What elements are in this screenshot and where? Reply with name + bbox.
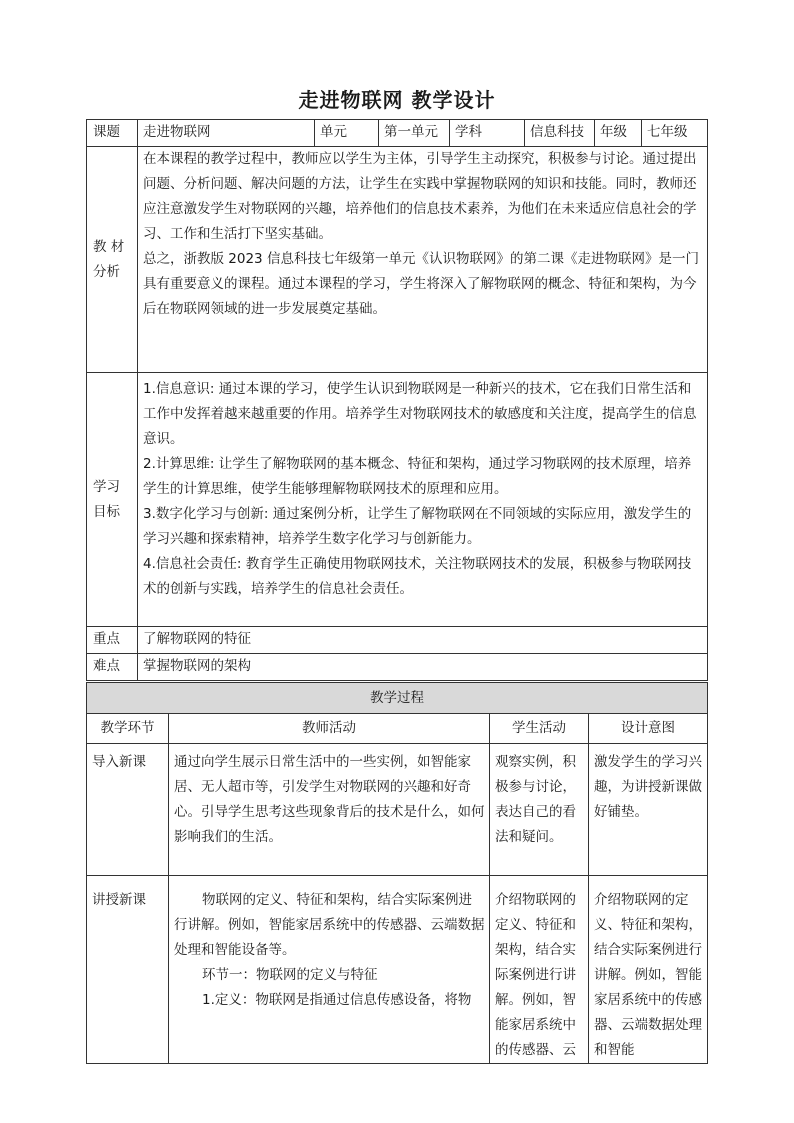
teacher-definition: 1.定义：物联网是指通过信息传感设备，将物 — [202, 992, 472, 1008]
objective-item: 1.信息意识: 通过本课的学习，使学生认识到物联网是一种新兴的技术，它在我们日常生活和工作中发挥着越来越重要的作用。培养学生对物联网技术的敏感度和关注度，提高学生的信息意识。 — [143, 381, 697, 447]
subject-value: 信息科技 — [525, 120, 595, 147]
objective-item: 2.计算思维: 让学生了解物联网的基本概念、特征和架构，通过学习物联网的技术原理，培养学生的计算思维，使学生能够理解物联网技术的原理和应用。 — [143, 456, 692, 497]
objectives-content — [138, 373, 708, 627]
topic-label: 课题 — [87, 120, 138, 147]
design-intent-cell: 激发学生的学习兴趣，为讲授新课做好铺垫。 — [589, 744, 708, 876]
topic-value: 走进物联网 — [138, 120, 315, 147]
column-header: 教学环节 — [87, 714, 169, 744]
grade-label: 年级 — [595, 120, 642, 147]
student-activity-cell: 介绍物联网的定义、特征和架构，结合实际案例进行讲解。例如，智能家居系统中的传感器、云 — [490, 876, 589, 1064]
objective-item: 4.信息社会责任: 教育学生正确使用物联网技术，关注物联网技术的发展，积极参与物联网技术的创新与实践，培养学生的信息社会责任。 — [143, 556, 692, 597]
objective-item: 3.数字化学习与创新: 通过案例分析，让学生了解物联网在不同领域的实际应用，激发学生的学习兴趣和探索精神，培养学生数字化学习与创新能力。 — [143, 506, 692, 547]
unit-value: 第一单元 — [379, 120, 450, 147]
teacher-section-heading: 环节一：物联网的定义与特征 — [202, 967, 378, 983]
key-point-label: 重点 — [87, 627, 138, 654]
column-header: 学生活动 — [490, 714, 589, 744]
teacher-intro: 物联网的定义、特征和架构，结合实际案例进行讲解。例如，智能家居系统中的传感器、云端数据处理和智能设备等。 — [174, 892, 485, 958]
analysis-paragraph: 在本课程的教学过程中，教师应以学生为主体，引导学生主动探究，积极参与讨论。通过提出问题、分析问题、解决问题的方法，让学生在实践中掌握物联网的知识和技能。同时，教师还应注意激发学生对物联网的兴趣，培养他们的信息技术素养，为他们在未来适应信息社会的学习、工作和生活打下坚实基础。 — [143, 151, 697, 242]
process-heading: 教学过程 — [87, 683, 708, 714]
objectives-label — [87, 373, 138, 627]
objectives-label-line1: 学习 — [93, 478, 120, 495]
objectives-label-line2: 目标 — [93, 503, 120, 520]
table-row — [87, 876, 708, 1064]
column-header: 教师活动 — [169, 714, 490, 744]
stage-cell: 讲授新课 — [87, 876, 169, 1064]
difficulty-label: 难点 — [87, 654, 138, 681]
analysis-paragraph: 总之，浙教版 2023 信息科技七年级第一单元《认识物联网》的第二课《走进物联网》是一门具有重要意义的课程。通过本课程的学习，学生将深入了解物联网的概念、特征和架构，为今后在物联网领域的进一步发展奠定基础。 — [143, 251, 699, 317]
difficulty-value: 掌握物联网的架构 — [138, 654, 708, 681]
analysis-label-line1: 教 材 — [93, 238, 125, 255]
teacher-activity-cell — [169, 876, 490, 1064]
student-activity-cell: 观察实例，积极参与讨论，表达自己的看法和疑问。 — [490, 744, 589, 876]
teacher-activity-cell: 通过向学生展示日常生活中的一些实例，如智能家居、无人超市等，引发学生对物联网的兴趣和好奇心。引导学生思考这些现象背后的技术是什么，如何影响我们的生活。 — [169, 744, 490, 876]
stage-cell: 导入新课 — [87, 744, 169, 876]
table-row — [87, 744, 708, 876]
process-table — [86, 682, 708, 1064]
subject-label: 学科 — [450, 120, 525, 147]
analysis-label — [87, 147, 138, 373]
grade-value: 七年级 — [642, 120, 708, 147]
column-header: 设计意图 — [589, 714, 708, 744]
design-intent-cell: 介绍物联网的定义、特征和架构，结合实际案例进行讲解。例如，智能家居系统中的传感器、云端数据处理和智能 — [589, 876, 708, 1064]
document-title: 走进物联网 教学设计 — [298, 88, 496, 112]
info-table — [86, 119, 708, 681]
unit-label: 单元 — [315, 120, 379, 147]
key-point-value: 了解物联网的特征 — [138, 627, 708, 654]
analysis-label-line2: 分析 — [93, 263, 120, 280]
analysis-content — [138, 147, 708, 373]
